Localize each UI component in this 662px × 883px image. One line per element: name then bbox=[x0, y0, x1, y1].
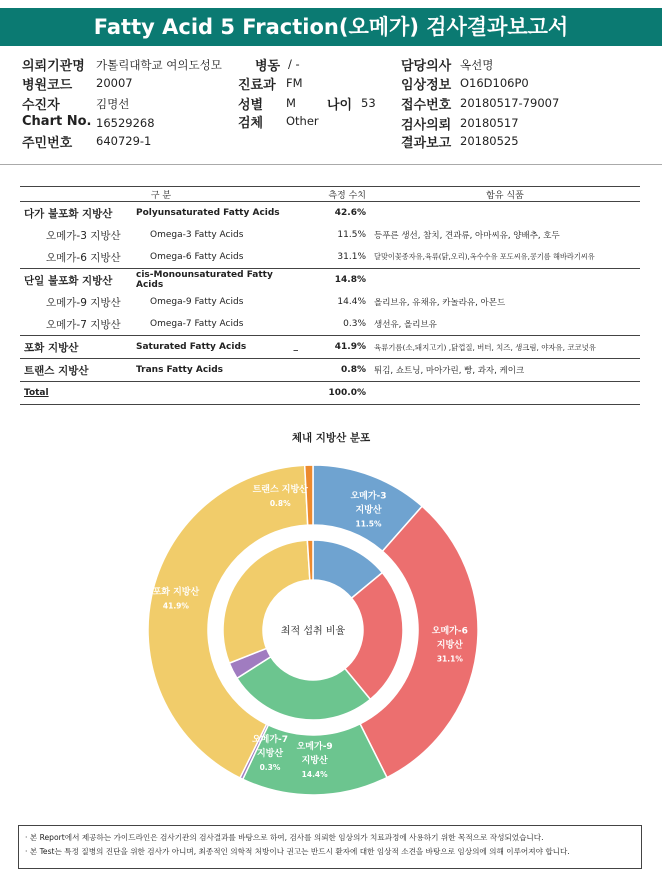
row-eng: Polyunsaturated Fatty Acids bbox=[132, 202, 302, 225]
row-food bbox=[370, 269, 640, 292]
receipt-label: 접수번호 bbox=[401, 98, 452, 113]
row-eng bbox=[132, 382, 302, 405]
report-date-label: 결과보고 bbox=[401, 136, 452, 151]
clinical-value: O16D106P0 bbox=[460, 76, 529, 90]
doctor-value: 옥선명 bbox=[460, 58, 494, 72]
header-value: 측정 수치 bbox=[302, 187, 370, 202]
report-title: Fatty Acid 5 Fraction(오메가) 검사결과보고서 bbox=[0, 8, 662, 46]
row-food: 등푸른 생선, 참치, 견과류, 아마씨유, 양배추, 호두 bbox=[374, 231, 560, 241]
row-kor: 다가 불포화 지방산 bbox=[20, 202, 132, 225]
row-food: 튀김, 쇼트닝, 마아가린, 빵, 과자, 케이크 bbox=[370, 359, 640, 382]
row-kor: Total bbox=[20, 382, 132, 405]
slice-label: 지방산 bbox=[355, 505, 382, 516]
ward-value: / - bbox=[288, 57, 300, 71]
row-mark: _ bbox=[293, 342, 298, 352]
institution-value: 가톨릭대학교 여의도성모 bbox=[96, 58, 222, 72]
divider bbox=[0, 164, 662, 165]
row-food: 올리브유, 유채유, 카놀라유, 아몬드 bbox=[374, 298, 506, 308]
slice-label: 포화 지방산 bbox=[152, 587, 200, 598]
id-label: 주민번호 bbox=[22, 136, 73, 151]
request-label: 검사의뢰 bbox=[401, 118, 452, 133]
row-food bbox=[370, 382, 640, 405]
row-kor: 오메가-6 지방산 bbox=[46, 251, 121, 264]
table-row bbox=[20, 359, 640, 382]
row-value: 100.0% bbox=[302, 382, 370, 405]
age-label: 나이 bbox=[327, 98, 353, 113]
header-category: 구 분 bbox=[20, 187, 302, 202]
result-table bbox=[20, 186, 640, 405]
note-line: · 본 Test는 특정 질병의 진단을 위한 검사가 아니며, 최종적인 의학적 처방이나 권고는 반드시 환자에 대한 임상적 소견을 바탕으로 임상의에 의해 이루어져야 합니다. bbox=[25, 847, 570, 856]
row-value: 31.1% bbox=[337, 252, 366, 262]
row-kor: 포화 지방산 bbox=[20, 336, 132, 359]
table-row bbox=[20, 224, 640, 246]
row-food: 달맞이꽃종자유,육류(닭,오리),옥수수유 포도씨유,콩기름 해바라기씨유 bbox=[374, 252, 595, 261]
slice-label: 0.8% bbox=[269, 499, 291, 509]
row-eng: Omega-9 Fatty Acids bbox=[150, 297, 244, 307]
report-date-value: 20180525 bbox=[460, 134, 519, 148]
slice-label: 오메가-9 bbox=[296, 741, 333, 752]
age-value: 53 bbox=[361, 96, 376, 110]
row-value: 41.9% bbox=[302, 336, 370, 359]
row-kor: 오메가-9 지방산 bbox=[46, 296, 121, 309]
institution-label: 의뢰기관명 bbox=[22, 59, 85, 74]
table-header-row bbox=[20, 187, 640, 202]
table-row bbox=[20, 313, 640, 336]
slice-label: 지방산 bbox=[436, 640, 463, 651]
row-eng: Trans Fatty Acids bbox=[132, 359, 302, 382]
ward-label: 병동 bbox=[255, 59, 281, 74]
row-kor: 오메가-7 지방산 bbox=[46, 318, 121, 331]
chart-no-label: Chart No. bbox=[22, 114, 92, 129]
sex-value: M bbox=[286, 96, 296, 110]
specimen-value: Other bbox=[286, 114, 319, 128]
sex-label: 성별 bbox=[238, 98, 264, 113]
slice-label: 14.4% bbox=[301, 769, 328, 779]
row-kor: 오메가-3 지방산 bbox=[46, 229, 121, 242]
slice-label: 31.1% bbox=[436, 654, 463, 664]
row-eng: cis-Monounsaturated Fatty Acids bbox=[132, 269, 302, 292]
row-food bbox=[370, 202, 640, 225]
chart-title: 체내 지방산 분포 bbox=[291, 432, 371, 444]
dept-label: 진료과 bbox=[238, 78, 276, 93]
donut-chart bbox=[0, 450, 662, 820]
slice-label: 41.9% bbox=[162, 601, 189, 611]
row-eng: Omega-7 Fatty Acids bbox=[150, 319, 244, 329]
slice-label: 트랜스 지방산 bbox=[252, 485, 308, 496]
table-row bbox=[20, 336, 640, 359]
examinee-value: 김명선 bbox=[96, 97, 130, 111]
row-eng: Omega-6 Fatty Acids bbox=[150, 252, 244, 262]
slice-label: 11.5% bbox=[355, 519, 382, 529]
row-kor: 단일 불포화 지방산 bbox=[20, 269, 132, 292]
specimen-label: 검체 bbox=[238, 116, 264, 131]
row-value: 14.8% bbox=[302, 269, 370, 292]
table-row bbox=[20, 202, 640, 225]
slice-label: 지방산 bbox=[256, 748, 284, 759]
notes-box bbox=[18, 825, 642, 869]
hospital-code-label: 병원코드 bbox=[22, 78, 73, 93]
hospital-code-value: 20007 bbox=[96, 76, 133, 90]
row-value: 42.6% bbox=[302, 202, 370, 225]
examinee-label: 수진자 bbox=[22, 98, 60, 113]
header-foods: 함유 식품 bbox=[370, 187, 640, 202]
request-value: 20180517 bbox=[460, 116, 519, 130]
table-row-total bbox=[20, 382, 640, 405]
receipt-value: 20180517-79007 bbox=[460, 96, 560, 110]
row-eng bbox=[132, 336, 302, 359]
row-food: 생선유, 올리브유 bbox=[374, 320, 437, 330]
slice-label: 오메가-3 bbox=[350, 491, 387, 502]
row-value: 11.5% bbox=[337, 230, 366, 240]
row-value: 14.4% bbox=[337, 297, 366, 307]
note-line: · 본 Report에서 제공하는 가이드라인은 검사기관의 검사결과를 바탕으로 하여, 검사를 의뢰한 임상의가 치료과정에 사용하기 위한 목적으로 작성되었습니다. bbox=[25, 833, 544, 842]
row-value: 0.8% bbox=[302, 359, 370, 382]
slice-label: 오메가-6 bbox=[431, 626, 468, 637]
slice-label: 지방산 bbox=[301, 755, 328, 766]
id-value: 640729-1 bbox=[96, 134, 152, 148]
center-label: 최적 섭취 비율 bbox=[280, 626, 346, 637]
row-eng-text: Saturated Fatty Acids bbox=[136, 342, 247, 352]
table-row bbox=[20, 246, 640, 269]
slice-label: 오메가-7 bbox=[251, 734, 289, 745]
doctor-label: 담당의사 bbox=[401, 59, 452, 74]
table-row bbox=[20, 291, 640, 313]
row-value: 0.3% bbox=[343, 319, 366, 329]
row-food: 육류기름(소,돼지고기) ,닭껍질, 버터, 치즈, 생크림, 야자유, 코코넛유 bbox=[370, 336, 640, 359]
clinical-label: 임상정보 bbox=[401, 78, 452, 93]
dept-value: FM bbox=[286, 76, 303, 90]
slice-label: 0.3% bbox=[259, 762, 281, 772]
row-kor: 트랜스 지방산 bbox=[20, 359, 132, 382]
row-eng: Omega-3 Fatty Acids bbox=[150, 230, 244, 240]
table-row bbox=[20, 269, 640, 292]
chart-no-value: 16529268 bbox=[96, 116, 155, 130]
